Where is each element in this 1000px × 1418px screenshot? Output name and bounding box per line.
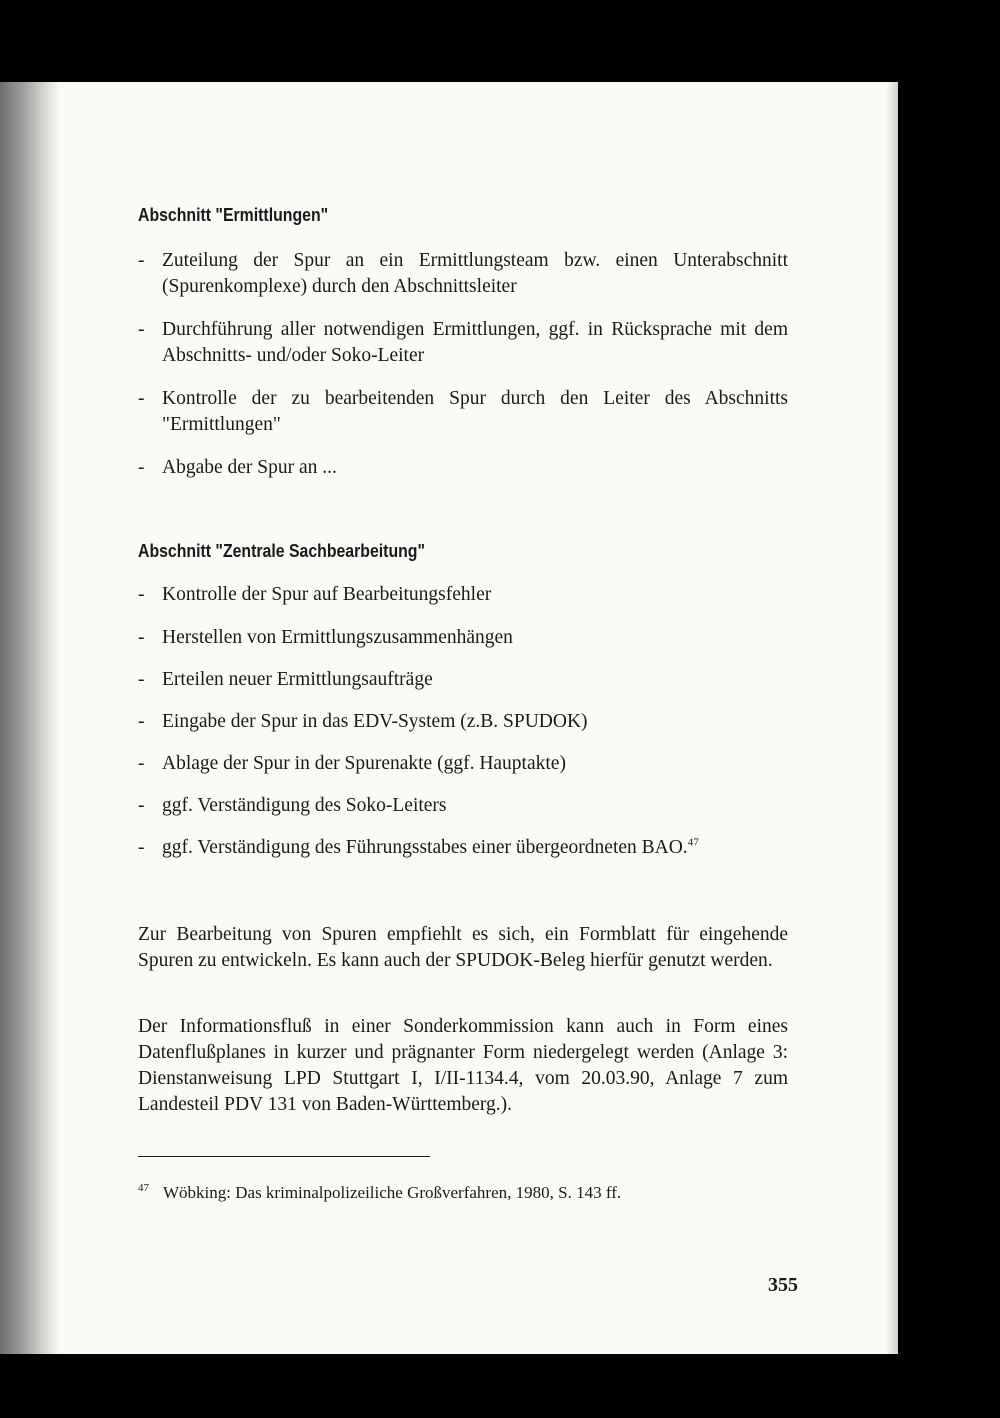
list-item bbox=[138, 793, 788, 819]
list-item-text: Abgabe der Spur an ... bbox=[162, 457, 337, 478]
list-item bbox=[138, 386, 788, 438]
list-item bbox=[138, 667, 788, 693]
section-heading-zentrale-sachbearbeitung: Abschnitt "Zentrale Sachbearbeitung" bbox=[138, 541, 425, 561]
gutter-shadow bbox=[0, 82, 60, 1354]
list-item bbox=[138, 317, 788, 369]
list-item-text: ggf. Verständigung des Soko-Leiters bbox=[162, 795, 447, 816]
list-dash: - bbox=[138, 250, 145, 271]
list-item-text: Kontrolle der zu bearbeitenden Spur durch den Leiter des Abschnitts "Ermittlungen" bbox=[162, 388, 788, 435]
footnote bbox=[138, 1180, 621, 1206]
list-item bbox=[138, 248, 788, 300]
list-item-text: Erteilen neuer Ermittlungsaufträge bbox=[162, 669, 433, 690]
list-dash: - bbox=[138, 711, 145, 732]
list-item-text: Ablage der Spur in der Spurenakte (ggf. Hauptakte) bbox=[162, 753, 566, 774]
list-dash: - bbox=[138, 837, 145, 858]
book-page bbox=[0, 82, 898, 1354]
footnote-rule bbox=[138, 1156, 430, 1157]
list-dash: - bbox=[138, 753, 145, 774]
list-item bbox=[138, 625, 788, 651]
list-item-text: Eingabe der Spur in das EDV-System (z.B. SPUDOK) bbox=[162, 711, 588, 732]
footnote-reference: 47 bbox=[687, 836, 699, 849]
list-dash: - bbox=[138, 669, 145, 690]
list-dash: - bbox=[138, 627, 145, 648]
list-item bbox=[138, 709, 788, 735]
footnote-number: 47 bbox=[138, 1182, 149, 1195]
list-dash: - bbox=[138, 388, 145, 409]
list-dash: - bbox=[138, 457, 145, 478]
list-item-text: Kontrolle der Spur auf Bearbeitungsfehler bbox=[162, 584, 492, 605]
section-heading-ermittlungen: Abschnitt "Ermittlungen" bbox=[138, 205, 329, 225]
list-dash: - bbox=[138, 795, 145, 816]
list-item bbox=[138, 582, 788, 608]
list-dash: - bbox=[138, 584, 145, 605]
list-item-text: Durchführung aller notwendigen Ermittlungen, ggf. in Rücksprache mit dem Abschnitts- und/oder Soko-Leiter bbox=[162, 319, 788, 366]
body-paragraph: Der Informationsfluß in einer Sonderkommission kann auch in Form eines Datenflußplanes in kurzer und prägnanter Form niedergelegt werden (Anlage 3: Dienstanweisung LPD Stuttgart I, I/II-1134.4, vom 20.03.90, Anlage 7 zum Landesteil PDV 131 von Baden-Württemberg.). bbox=[138, 1016, 788, 1115]
list-item-text bbox=[162, 835, 788, 861]
list-item bbox=[138, 751, 788, 777]
list-item-text: Zuteilung der Spur an ein Ermittlungsteam bzw. einen Unterabschnitt (Spurenkomplexe) durch den Abschnittsleiter bbox=[162, 250, 788, 297]
page-edge bbox=[886, 82, 898, 1354]
list-item-text-body: ggf. Verständigung des Führungsstabes einer übergeordneten BAO. bbox=[162, 837, 688, 858]
list-dash: - bbox=[138, 319, 145, 340]
list-item bbox=[138, 455, 788, 481]
list-item bbox=[138, 835, 788, 861]
footnote-text: Wöbking: Das kriminalpolizeiliche Großverfahren, 1980, S. 143 ff. bbox=[163, 1183, 622, 1202]
page-number: 355 bbox=[768, 1274, 798, 1296]
body-paragraph: Zur Bearbeitung von Spuren empfiehlt es sich, ein Formblatt für eingehende Spuren zu entwickeln. Es kann auch der SPUDOK-Beleg hierfür genutzt werden. bbox=[138, 924, 788, 971]
list-item-text: Herstellen von Ermittlungszusammenhängen bbox=[162, 627, 513, 648]
